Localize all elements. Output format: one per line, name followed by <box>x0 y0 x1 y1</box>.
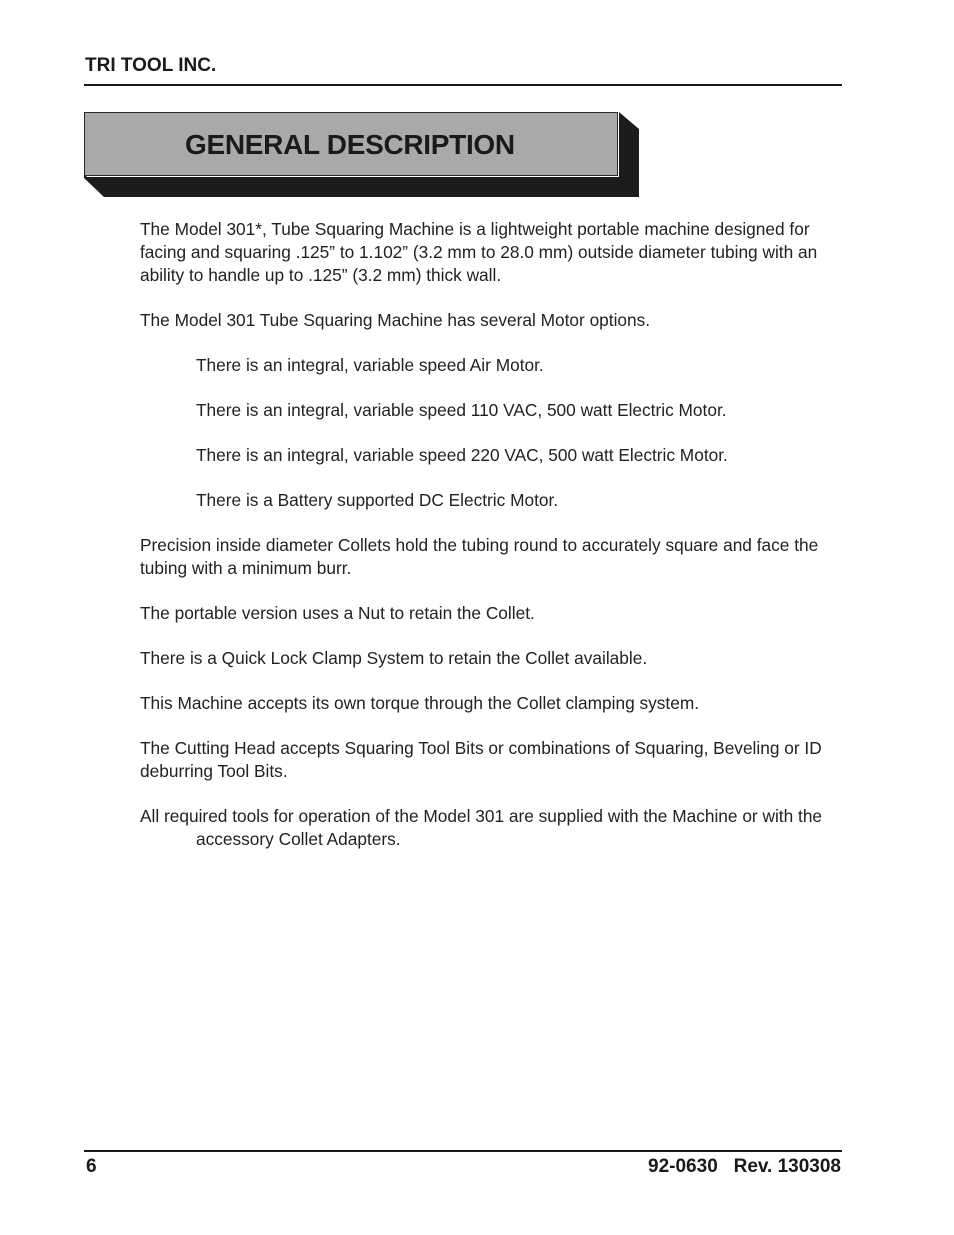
document-revision: 92-0630 Rev. 130308 <box>648 1156 841 1177</box>
paragraph-collets: Precision inside diameter Collets hold the tubing round to accurately square and face the tubing with a minimum burr. <box>140 535 819 578</box>
paragraph-intro: The Model 301*, Tube Squaring Machine is a lightweight portable machine designed for facing and squaring .125” to 1.102” (3.2 mm to 28.0 mm) outside diameter tubing with an ability to handle up to .125” (3.2 mm) thick wall. <box>140 219 818 285</box>
motor-option-dc: There is a Battery supported DC Electric Motor. <box>196 490 559 510</box>
motor-option-220vac: There is an integral, variable speed 220 VAC, 500 watt Electric Motor. <box>196 445 728 465</box>
paragraph-cutting-head: The Cutting Head accepts Squaring Tool Bits or combinations of Squaring, Beveling or ID deburring Tool Bits. <box>140 738 822 781</box>
header-divider <box>84 84 842 86</box>
page-number: 6 <box>86 1156 97 1177</box>
motor-option-air: There is an integral, variable speed Air Motor. <box>196 355 544 375</box>
motor-option-110vac: There is an integral, variable speed 110 VAC, 500 watt Electric Motor. <box>196 400 727 420</box>
company-name: TRI TOOL INC. <box>85 55 217 76</box>
section-banner <box>84 112 639 197</box>
paragraph-motor-options: The Model 301 Tube Squaring Machine has several Motor options. <box>140 310 651 330</box>
banner-box <box>84 112 618 176</box>
paragraph-quick-lock: There is a Quick Lock Clamp System to retain the Collet available. <box>140 648 648 668</box>
paragraph-nut: The portable version uses a Nut to retain the Collet. <box>140 603 535 623</box>
paragraph-required-tools: All required tools for operation of the Model 301 are supplied with the Machine or with the accessory Collet Adapters. <box>140 806 823 849</box>
paragraph-torque: This Machine accepts its own torque through the Collet clamping system. <box>140 693 700 713</box>
description-body <box>140 218 845 873</box>
footer-divider <box>84 1150 842 1152</box>
section-title: GENERAL DESCRIPTION <box>185 129 515 160</box>
